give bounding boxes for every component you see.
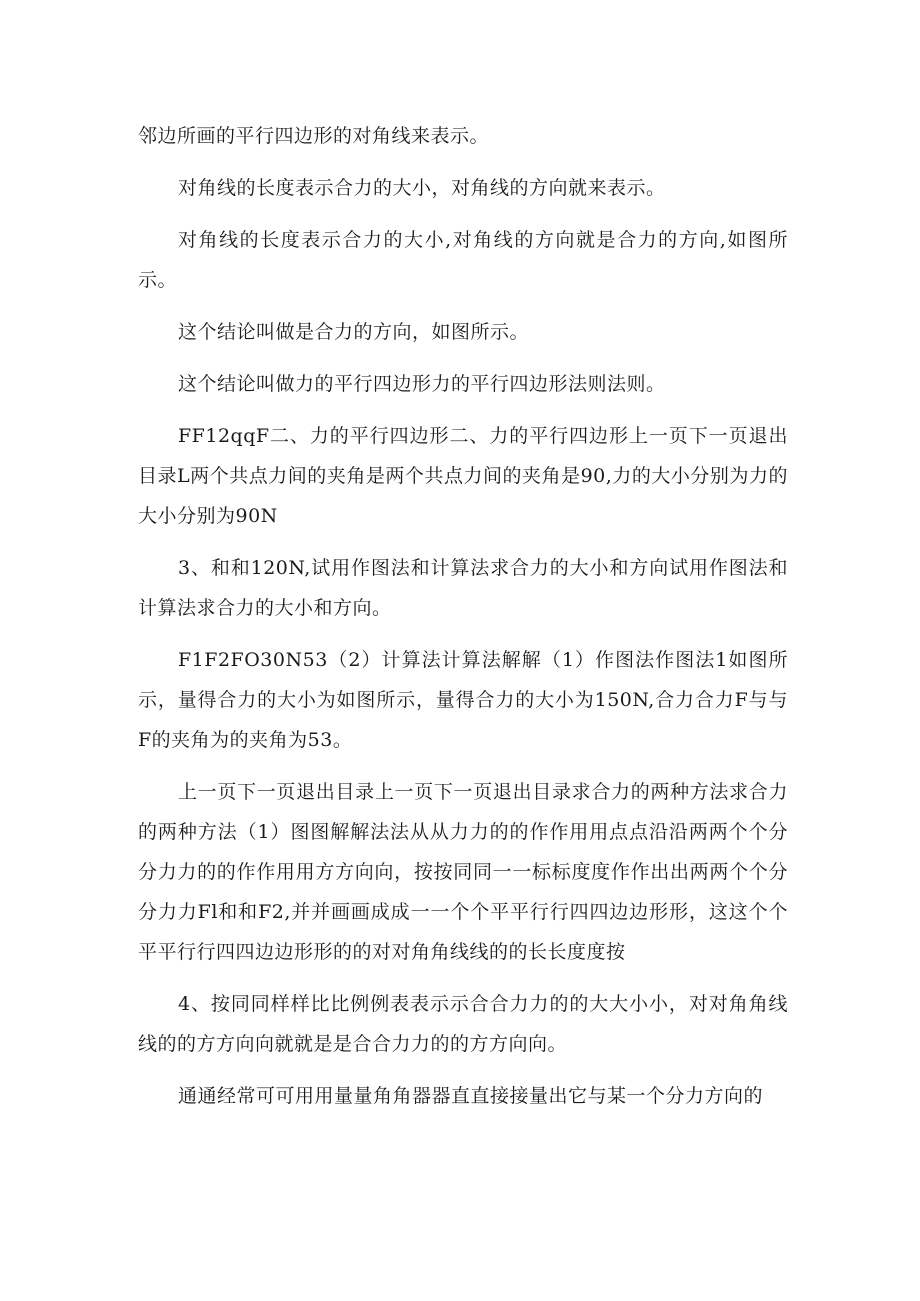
paragraph-1: 邻边所画的平行四边形的对角线来表示。	[138, 125, 490, 147]
paragraph-3: 对角线的长度表示合力的大小,对角线的方向就是合力的方向,如图所示。	[138, 229, 788, 291]
paragraph-6: FF12qqF二、力的平行四边形二、力的平行四边形上一页下一页退出目录L两个共点力间的夹角是两个共点力间的夹角是90,力的大小分别为力的大小分别为90N	[138, 425, 788, 527]
paragraph-11: 通通经常可可用用量量角角器器直直接接量出它与某一个分力方向的	[178, 1085, 764, 1107]
paragraph-8: F1F2FO30N53（2）计算法计算法解解（1）作图法作图法1如图所示，量得合力的大小为如图所示，量得合力的大小为150N,合力合力F与与F的夹角为的夹角为53。	[138, 649, 788, 751]
paragraph-9: 上一页下一页退出目录上一页下一页退出目录求合力的两种方法求合力的两种方法（1）图图解解法法从从力力的的作作用用点点沿沿两两个个分分力力的的作作用用方方向向，按按同同一一标标度度作作出出两两个个分分力力Fl和和F2,并并画画成成一一个个平平行行四四边边形形，这这个个平平行行四四边边形形的的对对角角线线的的长长度度按	[138, 781, 788, 963]
paragraph-7: 3、和和120N,试用作图法和计算法求合力的大小和方向试用作图法和计算法求合力的大小和方向。	[138, 557, 788, 619]
paragraph-5: 这个结论叫做力的平行四边形力的平行四边形法则法则。	[178, 373, 666, 395]
paragraph-4: 这个结论叫做是合力的方向，如图所示。	[178, 321, 530, 343]
document-body	[138, 116, 788, 1128]
paragraph-10: 4、按同同样样比比例例表表示示合合力力的的大大小小，对对角角线线的的方方向向就就是是合合力力的的方方向向。	[138, 993, 788, 1055]
paragraph-2: 对角线的长度表示合力的大小，对角线的方向就来表示。	[178, 177, 666, 199]
